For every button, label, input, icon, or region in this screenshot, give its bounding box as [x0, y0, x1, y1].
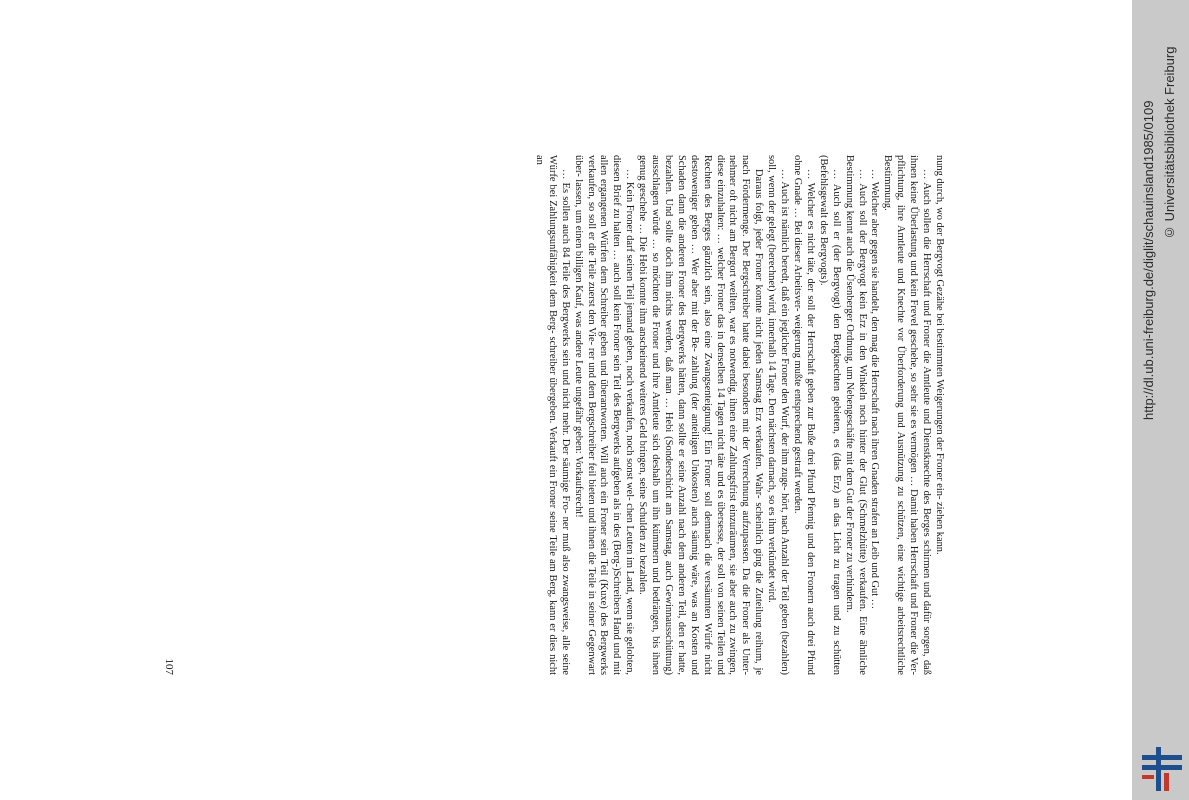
paragraph: nung durch, wo der Bergvogt Gezähe bei bestimmten Weigerungen der Froner ein- ziehen kann. — [934, 155, 945, 555]
paragraph: … Es sollen auch 84 Teile des Bergwerks sein und nicht mehr. Der säumige Fro- ner muß also zwangsweise, alle seine Würfe bei Zahlungsunfähigkeit dem Berg- schreiber übergeben. Verkauft ein Froner seine Teile am Berg, kann er dies nicht an — [533, 155, 571, 675]
university-library-logo-icon — [1140, 745, 1184, 793]
paragraph: … Auch sollen die Herrschaft und Froner die Amtleute und Dienstknechte des Berges schirmen und dafür sorgen, daß ihnen keine Überlastung und kein Frevel geschehe, so sehr sie es vermögen … Damit haben Herrschaft und Froner die Ver- pflichtung, ihre Amtleute und Knechte vor Überforderung und Ausnützung zu schützen, eine wichtige arbeitsrechtliche Bestimmung. — [882, 155, 933, 675]
page-text-block — [163, 155, 945, 675]
paragraph: … Kein Froner darf seinen Teil jemand geben, noch verkaufen, noch sonst wel- chen Leuten im Land, wenn sie gelobten, diesen Brief zu halten … auch soll kein Froner sein Teil des Bergwerks aufgeben als in des (Berg-)Schreibers Hand und mit allen ergangenen Würfen dem Schreiber geben und überantworten. Will auch ein Froner sein Teil (Kuxe) des Bergwerks verkaufen, so soll er die Teile zuerst den Vie- rer und dem Bergschreiber feil bieten und ihnen die Teile in seiner Gegenwart über- lassen, um einen billigen Kauf, was andere Leute ungefähr geben: Vorkaufsrecht! — [572, 155, 636, 675]
paragraph: … Auch ist nämlich beredt, daß ein jeglicher Froner den Wurf, der ihm zuge- hört, nach Anzahl der Teil geben (bezahlen) soll, wenn der gelegt (berechnet) wird, innerhalb 14 Tage. Den nächsten darnach, so es ihm verkündet wird. — [766, 155, 791, 675]
book-page — [163, 155, 945, 675]
paragraph: … Auch soll er (der Bergvogt) den Bergknechten gebieten, es (das Erz) an das Licht zu tragen und zu schütten (Befehlsgewalt des Bergvogts). — [817, 155, 842, 675]
paragraph: … Welcher aber gegen sie handelt, den mag die Herrschaft nach ihren Gnaden strafen an Leib und Gut … — [869, 169, 881, 610]
paragraph: … Welcher es nicht täte, der soll der Herrschaft geben zur Buße drei Pfund Pfennig und den Fronern auch drei Pfund ohne Gnade … Bei dieser Arbeitsver- weigerung mußte entsprechend gestraft werden. — [792, 155, 816, 675]
paragraph: … Auch soll der Bergvogt kein Erz in den Winkeln noch hinter der Glut (Schmelzhütte) verkaufen. Eine ähnliche Bestimmung kennt auch die Üsenberger Ordnung, um Nebengeschäfte mit dem Gut der Froner zu verhindern. — [843, 155, 868, 675]
page-number: 107 — [163, 658, 175, 675]
source-url-link[interactable]: http://dl.ub.uni-freiburg.de/diglit/schauinsland1985/0109 — [1141, 100, 1156, 420]
paragraph: Daraus folgt, jeder Froner konnte nicht jeden Samstag Erz verkaufen. Wahr- scheinlich ging die Zuteilung reihum, je nach Fördermenge. Der Bergschreiber hatte dabei besonders mit der Verrechnung aufzupassen. Da die Froner als Unter- nehmer oft nicht am Bergort weilten, war es notwendig, ihnen eine Zahlungsfrist einzuräumen, sie aber auch zu zwingen, diese einzuhalten: … welcher Froner das in denselben 14 Tagen nicht täte und es übersesse, der soll von seinen Teilen und Rechten des Berges gänzlich sein, also eine Zwangsenteignung! Ein Froner soll demnach die versäumten Würfe nicht destoweniger geben … Wer aber mit der Be- zahlung (der anteiligen Unkosten) auch säumig wäre, was an Kosten und Schaden dann die anderen Froner des Bergwerks hätten, dann sollte er seine Anzahl nach dem anderen Teil, den er hatte, bezahlen. Und sollte doch ihm nichts werden, daß man … Hebi (Sonderschicht am Samstag, auch Gewinnausschüttung) ausschlagen würde … so möchten die Froner und ihre Amtleute sich deshalb um ihn kümmern und bedrängen, bis ihnen genug geschehe … Die Hebi konnte ihm anscheinend weiteres Geld bringen, seine Schulden zu bezahlen. — [637, 155, 765, 675]
copyright-credit: © Universitätsbibliothek Freiburg — [1162, 46, 1177, 240]
